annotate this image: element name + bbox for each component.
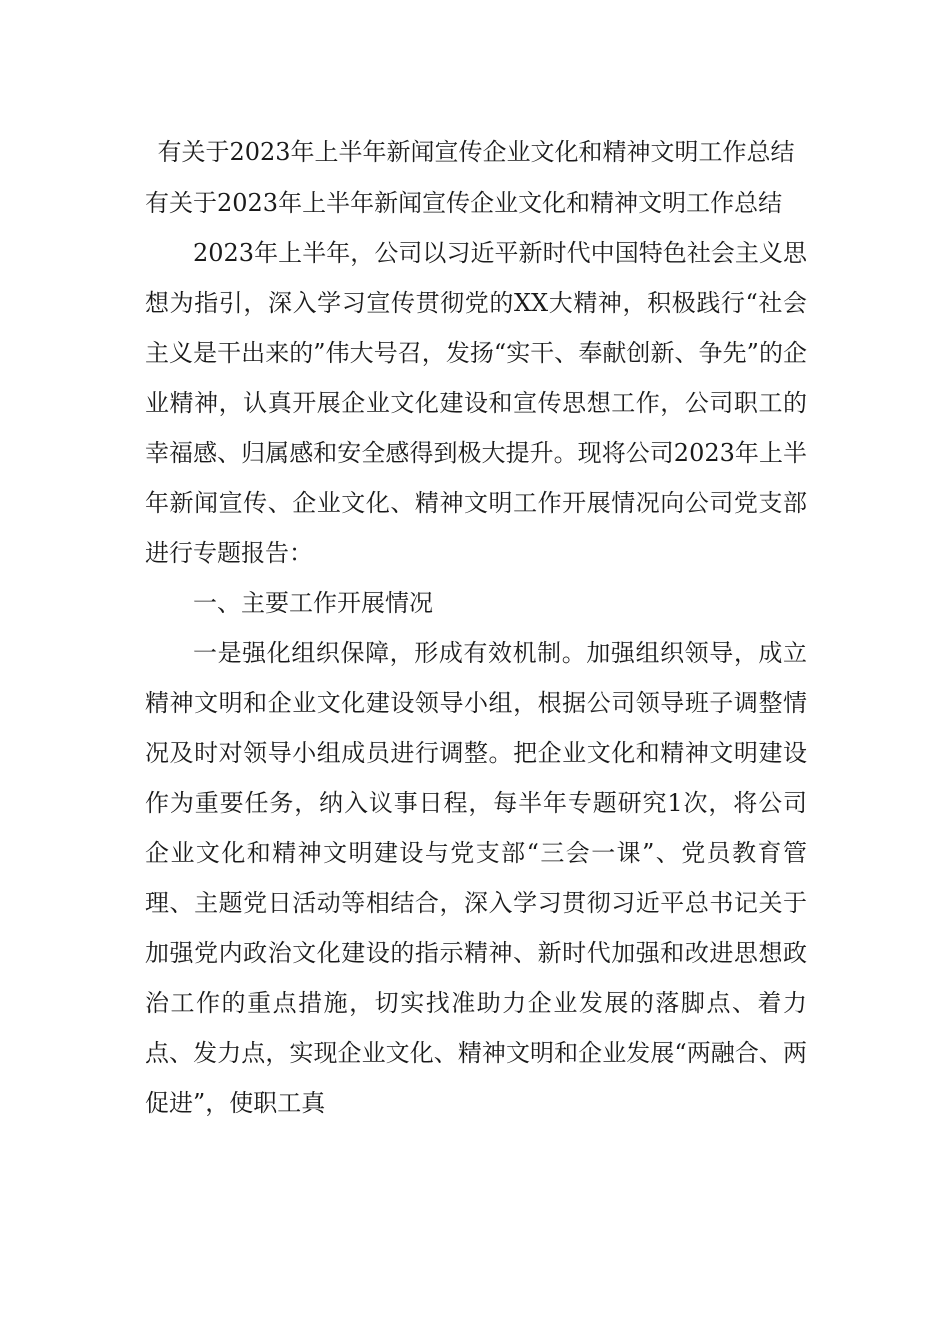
- section-heading: 一、主要工作开展情况: [193, 589, 433, 617]
- section-paragraph: 一是强化组织保障，形成有效机制。加强组织领导，成立精神文明和企业文化建设领导小组，根据公司领导班子调整情况及时对领导小组成员进行调整。把企业文化和精神文明建设作为重要任务，纳入议事日程，每半年专题研究1次，将公司企业文化和精神文明建设与党支部“三会一课”、党员教育管理、主题党日活动等相结合，深入学习贯彻习近平总书记关于加强党内政治文化建设的指示精神、新时代加强和改进思想政治工作的重点措施，切实找准助力企业发展的落脚点、着力点、发力点，实现企业文化、精神文明和企业发展“两融合、两促进”，使职工真: [145, 639, 807, 1117]
- document-subtitle: 有关于2023年上半年新闻宣传企业文化和精神文明工作总结: [145, 189, 783, 217]
- intro-paragraph: 2023年上半年，公司以习近平新时代中国特色社会主义思想为指引，深入学习宣传贯彻党的XX大精神，积极践行“社会主义是干出来的”伟大号召，发扬“实干、奉献创新、争先”的企业精神，认真开展企业文化建设和宣传思想工作，公司职工的幸福感、归属感和安全感得到极大提升。现将公司2023年上半年新闻宣传、企业文化、精神文明工作开展情况向公司党支部进行专题报告：: [145, 239, 807, 567]
- document-body: [145, 128, 807, 1128]
- document-title: 有关于2023年上半年新闻宣传企业文化和精神文明工作总结: [157, 138, 795, 166]
